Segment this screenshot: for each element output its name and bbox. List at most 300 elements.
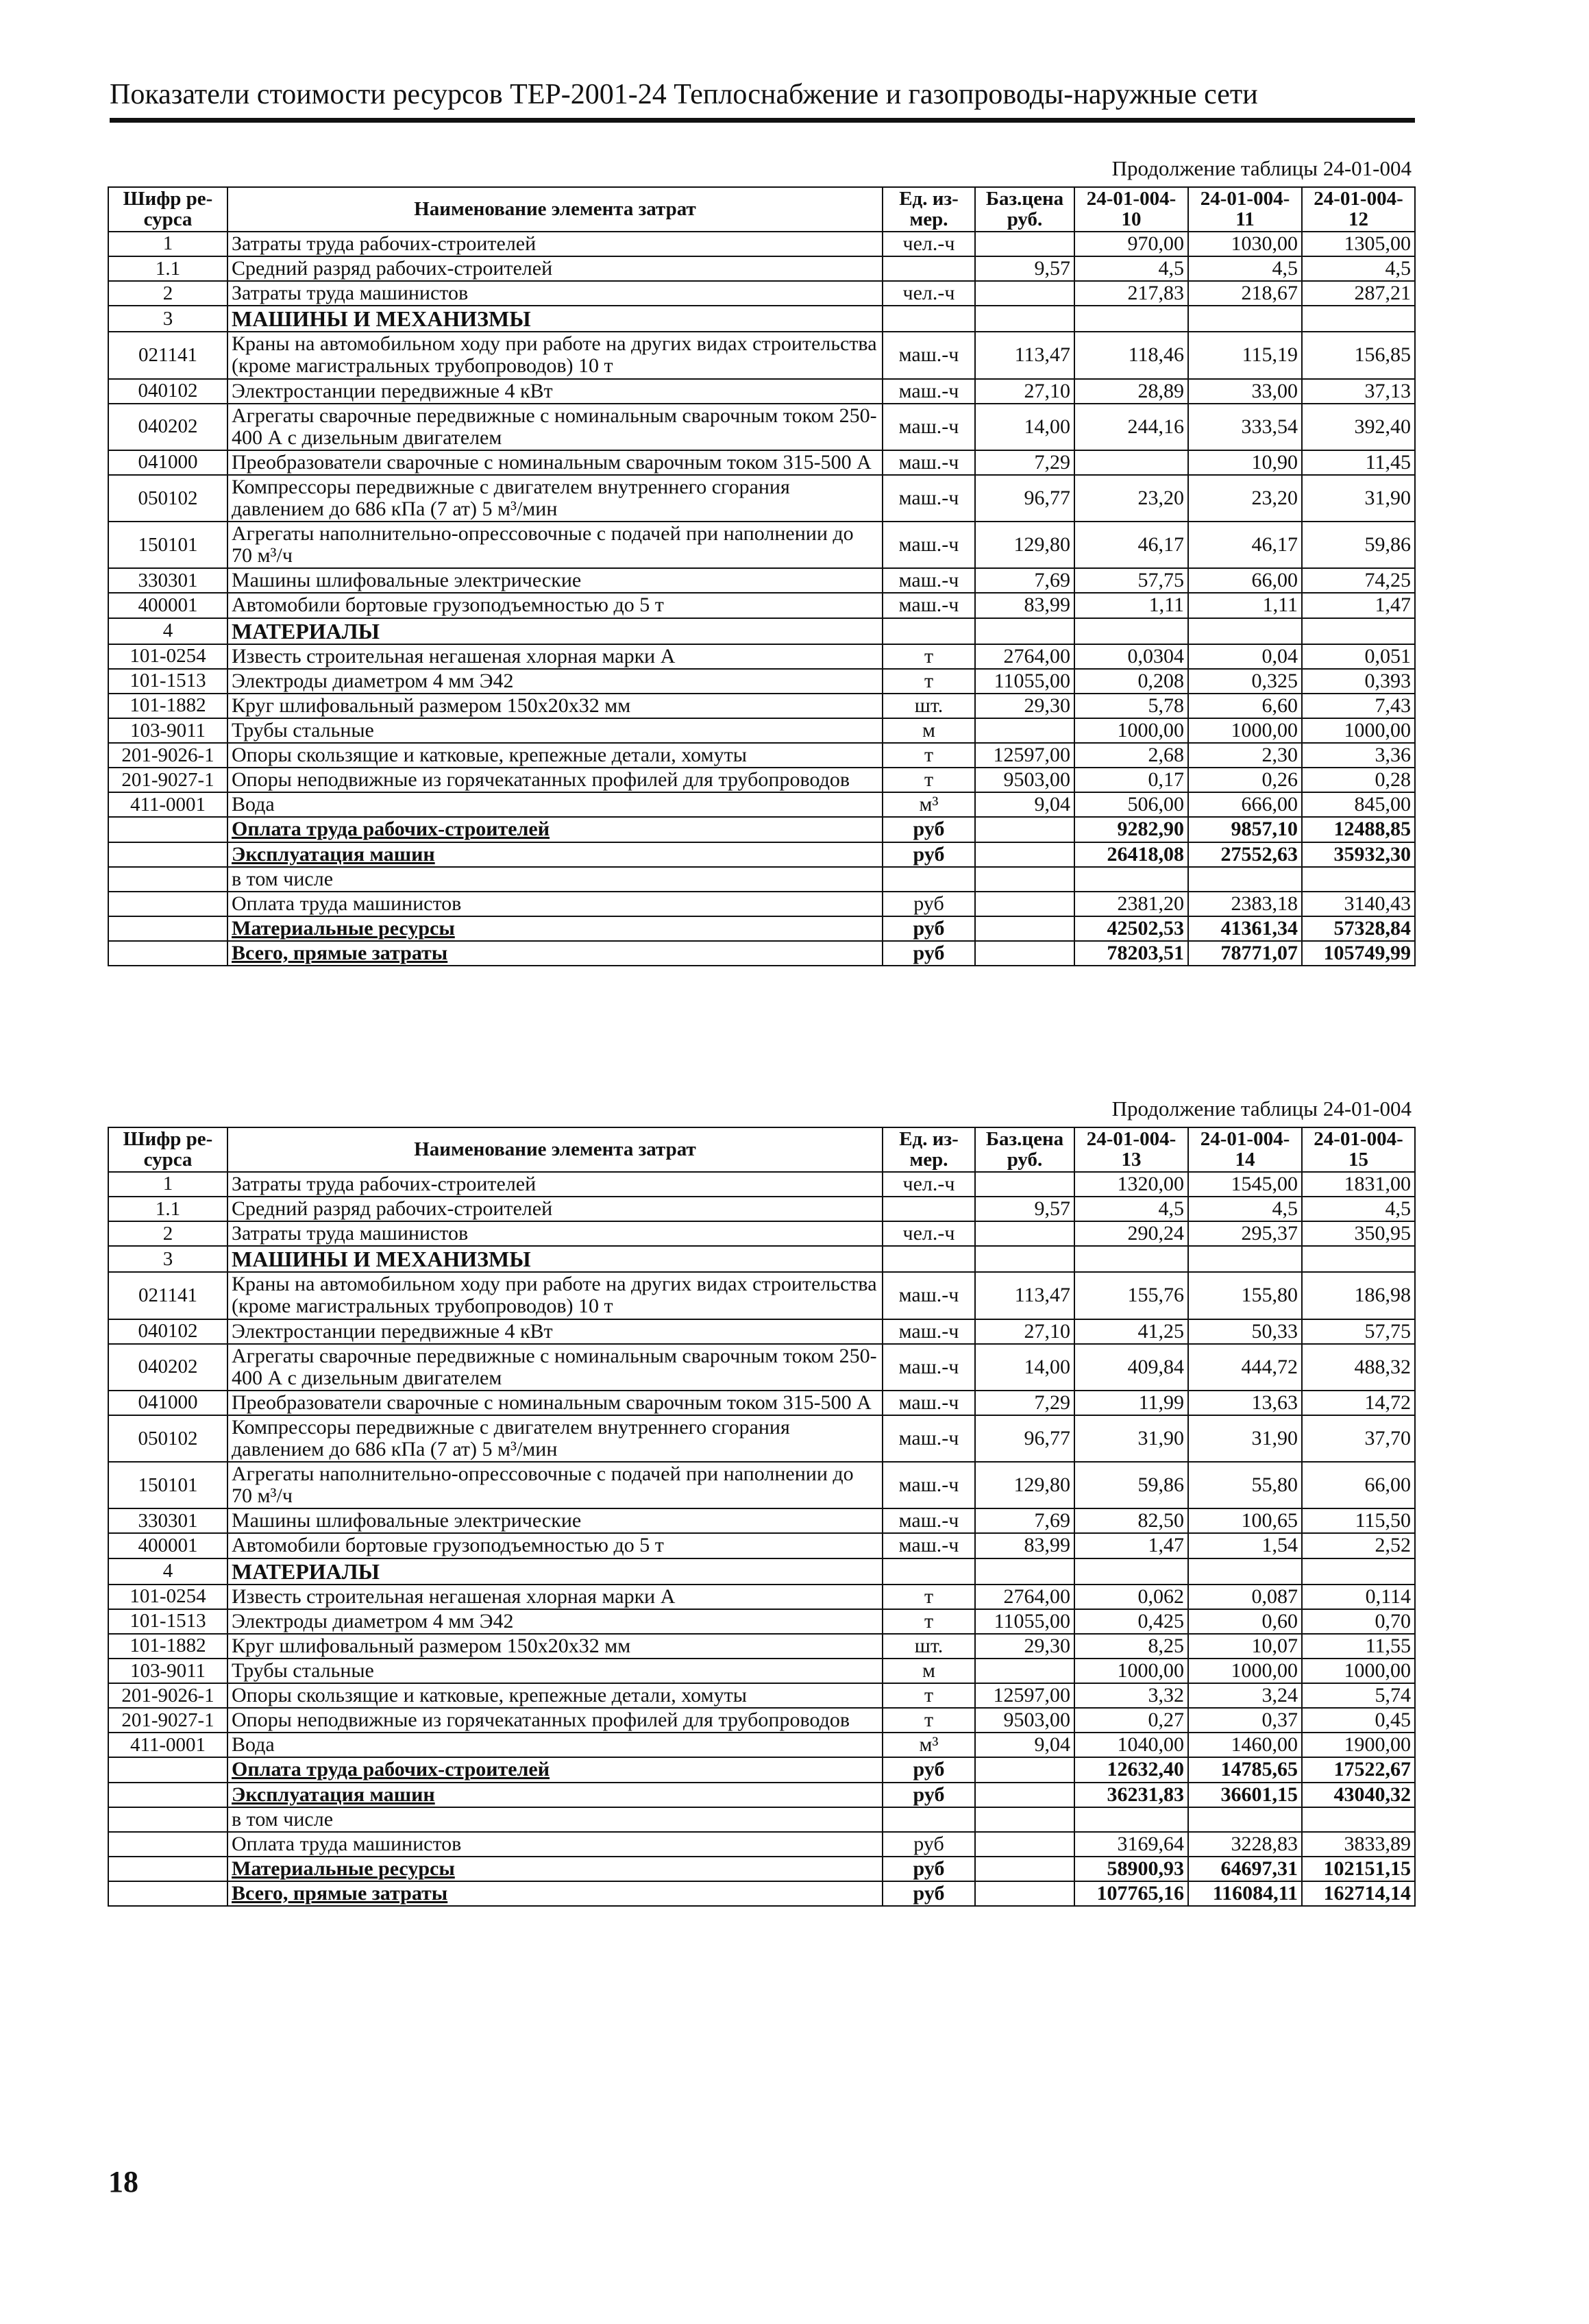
norm-value-3: 2,52 xyxy=(1302,1533,1415,1558)
base-price: 129,80 xyxy=(975,522,1074,568)
resource-name: Машины шлифовальные электрические xyxy=(227,568,883,593)
resource-code: 400001 xyxy=(108,1533,227,1558)
norm-value-2: 4,5 xyxy=(1188,1197,1302,1221)
table-row xyxy=(108,718,1415,743)
unit-of-measure xyxy=(883,618,975,644)
resource-name: Краны на автомобильном ходу при работе на других видах строительства (кроме магистральных трубопроводов) 10 т xyxy=(227,1272,883,1319)
resource-name: Оплата труда рабочих-строителей xyxy=(227,817,883,842)
base-price xyxy=(975,281,1074,306)
norm-value-1: 244,16 xyxy=(1074,404,1188,450)
resource-name: Агрегаты сварочные передвижные с номинальным сварочным током 250-400 А с дизельным двигателем xyxy=(227,404,883,450)
norm-value-2: 27552,63 xyxy=(1188,842,1302,867)
base-price: 7,29 xyxy=(975,1391,1074,1415)
unit-of-measure: шт. xyxy=(883,1634,975,1659)
resource-code: 040102 xyxy=(108,379,227,404)
norm-value-2 xyxy=(1188,306,1302,332)
resource-name: Краны на автомобильном ходу при работе на других видах строительства (кроме магистральных трубопроводов) 10 т xyxy=(227,332,883,378)
resource-code: 150101 xyxy=(108,522,227,568)
norm-value-2: 1545,00 xyxy=(1188,1172,1302,1197)
base-price xyxy=(975,1659,1074,1683)
base-price xyxy=(975,306,1074,332)
norm-value-2: 9857,10 xyxy=(1188,817,1302,842)
table-caption: Продолжение таблицы 24-01-004 xyxy=(1111,156,1412,180)
table-row xyxy=(108,1533,1415,1558)
base-price: 9,04 xyxy=(975,792,1074,817)
norm-value-1: 9282,90 xyxy=(1074,817,1188,842)
base-price: 9,57 xyxy=(975,256,1074,281)
norm-value-3: 31,90 xyxy=(1302,475,1415,522)
unit-of-measure: руб xyxy=(883,916,975,941)
table-row xyxy=(108,892,1415,916)
base-price xyxy=(975,1558,1074,1585)
norm-value-3 xyxy=(1302,306,1415,332)
base-price: 9,57 xyxy=(975,1197,1074,1221)
resource-name: МАШИНЫ И МЕХАНИЗМЫ xyxy=(227,1246,883,1272)
norm-value-1: 23,20 xyxy=(1074,475,1188,522)
resource-name: Всего, прямые затраты xyxy=(227,941,883,966)
resource-table xyxy=(108,1127,1416,1907)
norm-value-2: 33,00 xyxy=(1188,379,1302,404)
resource-table xyxy=(108,186,1416,966)
base-price: 27,10 xyxy=(975,1319,1074,1344)
table-row xyxy=(108,281,1415,306)
norm-value-3: 392,40 xyxy=(1302,404,1415,450)
norm-value-3: 115,50 xyxy=(1302,1508,1415,1533)
resource-code: 411-0001 xyxy=(108,792,227,817)
base-price: 2764,00 xyxy=(975,1585,1074,1609)
resource-name: Опоры неподвижные из горячекатанных профилей для трубопроводов xyxy=(227,768,883,792)
column-header-value-3: 24-01-004-15 xyxy=(1302,1127,1415,1172)
base-price xyxy=(975,1221,1074,1246)
norm-value-2: 116084,11 xyxy=(1188,1881,1302,1906)
norm-value-3: 43040,32 xyxy=(1302,1783,1415,1807)
norm-value-1 xyxy=(1074,867,1188,892)
resource-name: Затраты труда рабочих-строителей xyxy=(227,1172,883,1197)
norm-value-3: 0,114 xyxy=(1302,1585,1415,1609)
base-price: 14,00 xyxy=(975,1344,1074,1391)
resource-code xyxy=(108,1832,227,1857)
norm-value-3: 5,74 xyxy=(1302,1683,1415,1708)
base-price xyxy=(975,1246,1074,1272)
norm-value-1: 41,25 xyxy=(1074,1319,1188,1344)
norm-value-3: 102151,15 xyxy=(1302,1857,1415,1881)
table-row xyxy=(108,768,1415,792)
unit-of-measure: чел.-ч xyxy=(883,281,975,306)
norm-value-2: 100,65 xyxy=(1188,1508,1302,1533)
table-row xyxy=(108,1609,1415,1634)
unit-of-measure xyxy=(883,1197,975,1221)
resource-name: Электроды диаметром 4 мм Э42 xyxy=(227,1609,883,1634)
table-row xyxy=(108,568,1415,593)
norm-value-1: 217,83 xyxy=(1074,281,1188,306)
unit-of-measure: т xyxy=(883,1585,975,1609)
norm-value-3: 1305,00 xyxy=(1302,232,1415,256)
base-price: 113,47 xyxy=(975,332,1074,378)
base-price xyxy=(975,842,1074,867)
resource-name: Затраты труда рабочих-строителей xyxy=(227,232,883,256)
norm-value-2: 0,325 xyxy=(1188,669,1302,694)
table-row xyxy=(108,644,1415,669)
unit-of-measure: чел.-ч xyxy=(883,232,975,256)
norm-value-1: 2381,20 xyxy=(1074,892,1188,916)
base-price: 9,04 xyxy=(975,1733,1074,1757)
unit-of-measure xyxy=(883,867,975,892)
resource-name: Средний разряд рабочих-строителей xyxy=(227,1197,883,1221)
norm-value-1: 1,11 xyxy=(1074,593,1188,617)
unit-of-measure: руб xyxy=(883,817,975,842)
unit-of-measure: маш.-ч xyxy=(883,1272,975,1319)
base-price: 12597,00 xyxy=(975,743,1074,768)
norm-value-2: 155,80 xyxy=(1188,1272,1302,1319)
norm-value-1: 3,32 xyxy=(1074,1683,1188,1708)
norm-value-3: 0,28 xyxy=(1302,768,1415,792)
column-header-name: Наименование элемента затрат xyxy=(227,187,883,232)
resource-code: 201-9027-1 xyxy=(108,768,227,792)
norm-value-3: 1000,00 xyxy=(1302,718,1415,743)
resource-name: Компрессоры передвижные с двигателем внутреннего сгорания давлением до 686 кПа (7 ат) 5 м³/мин xyxy=(227,475,883,522)
unit-of-measure: м³ xyxy=(883,1733,975,1757)
resource-name: Средний разряд рабочих-строителей xyxy=(227,256,883,281)
resource-name: Эксплуатация машин xyxy=(227,842,883,867)
norm-value-2: 2,30 xyxy=(1188,743,1302,768)
norm-value-1: 0,17 xyxy=(1074,768,1188,792)
resource-code: 040102 xyxy=(108,1319,227,1344)
total-row xyxy=(108,916,1415,941)
table-row xyxy=(108,232,1415,256)
base-price: 9503,00 xyxy=(975,1708,1074,1733)
norm-value-3: 4,5 xyxy=(1302,256,1415,281)
norm-value-1: 1,47 xyxy=(1074,1533,1188,1558)
base-price: 27,10 xyxy=(975,379,1074,404)
resource-code xyxy=(108,817,227,842)
resource-code: 4 xyxy=(108,618,227,644)
unit-of-measure: маш.-ч xyxy=(883,1508,975,1533)
norm-value-2: 1460,00 xyxy=(1188,1733,1302,1757)
resource-name: Электростанции передвижные 4 кВт xyxy=(227,1319,883,1344)
norm-value-2: 4,5 xyxy=(1188,256,1302,281)
base-price: 11055,00 xyxy=(975,669,1074,694)
resource-name: Автомобили бортовые грузоподъемностью до 5 т xyxy=(227,593,883,617)
resource-name: Агрегаты сварочные передвижные с номинальным сварочным током 250-400 А с дизельным двигателем xyxy=(227,1344,883,1391)
table-row xyxy=(108,743,1415,768)
resource-code: 1.1 xyxy=(108,1197,227,1221)
resource-name: Автомобили бортовые грузоподъемностью до 5 т xyxy=(227,1533,883,1558)
norm-value-1: 970,00 xyxy=(1074,232,1188,256)
base-price: 83,99 xyxy=(975,593,1074,617)
base-price xyxy=(975,1857,1074,1881)
norm-value-3: 3140,43 xyxy=(1302,892,1415,916)
table-row xyxy=(108,1733,1415,1757)
table-row xyxy=(108,1708,1415,1733)
table-row xyxy=(108,256,1415,281)
norm-value-1: 506,00 xyxy=(1074,792,1188,817)
unit-of-measure xyxy=(883,1807,975,1832)
base-price xyxy=(975,618,1074,644)
norm-value-2: 1000,00 xyxy=(1188,718,1302,743)
norm-value-1: 36231,83 xyxy=(1074,1783,1188,1807)
norm-value-3: 0,45 xyxy=(1302,1708,1415,1733)
total-row xyxy=(108,1757,1415,1782)
base-price xyxy=(975,718,1074,743)
unit-of-measure: маш.-ч xyxy=(883,475,975,522)
resource-name: Материальные ресурсы xyxy=(227,916,883,941)
norm-value-1: 42502,53 xyxy=(1074,916,1188,941)
base-price: 14,00 xyxy=(975,404,1074,450)
norm-value-2: 1,54 xyxy=(1188,1533,1302,1558)
norm-value-3: 3,36 xyxy=(1302,743,1415,768)
resource-code xyxy=(108,867,227,892)
resource-code: 2 xyxy=(108,1221,227,1246)
table-row xyxy=(108,1508,1415,1533)
norm-value-3: 59,86 xyxy=(1302,522,1415,568)
norm-value-2: 444,72 xyxy=(1188,1344,1302,1391)
resource-code: 3 xyxy=(108,1246,227,1272)
norm-value-2: 78771,07 xyxy=(1188,941,1302,966)
norm-value-2: 295,37 xyxy=(1188,1221,1302,1246)
total-row xyxy=(108,941,1415,966)
resource-code: 4 xyxy=(108,1558,227,1585)
norm-value-1: 8,25 xyxy=(1074,1634,1188,1659)
unit-of-measure: т xyxy=(883,768,975,792)
base-price: 29,30 xyxy=(975,694,1074,718)
resource-name: Агрегаты наполнительно-опрессовочные с подачей при наполнении до 70 м³/ч xyxy=(227,1462,883,1508)
resource-name: Известь строительная негашеная хлорная марки А xyxy=(227,1585,883,1609)
norm-value-1: 26418,08 xyxy=(1074,842,1188,867)
unit-of-measure: руб xyxy=(883,1783,975,1807)
norm-value-1: 5,78 xyxy=(1074,694,1188,718)
table-header-row xyxy=(108,1127,1415,1172)
table-row xyxy=(108,1807,1415,1832)
table-row xyxy=(108,1172,1415,1197)
resource-name: Всего, прямые затраты xyxy=(227,1881,883,1906)
table-row xyxy=(108,332,1415,378)
base-price xyxy=(975,867,1074,892)
norm-value-3: 1900,00 xyxy=(1302,1733,1415,1757)
norm-value-2: 115,19 xyxy=(1188,332,1302,378)
table-row xyxy=(108,1221,1415,1246)
base-price xyxy=(975,1172,1074,1197)
norm-value-1: 118,46 xyxy=(1074,332,1188,378)
resource-name: в том числе xyxy=(227,867,883,892)
column-header-price: Баз.цена руб. xyxy=(975,187,1074,232)
unit-of-measure: чел.-ч xyxy=(883,1221,975,1246)
norm-value-2: 6,60 xyxy=(1188,694,1302,718)
resource-name: МАТЕРИАЛЫ xyxy=(227,618,883,644)
norm-value-1 xyxy=(1074,1246,1188,1272)
resource-name: Машины шлифовальные электрические xyxy=(227,1508,883,1533)
base-price: 113,47 xyxy=(975,1272,1074,1319)
resource-code: 201-9026-1 xyxy=(108,1683,227,1708)
table-row xyxy=(108,1585,1415,1609)
resource-name: Эксплуатация машин xyxy=(227,1783,883,1807)
norm-value-2: 666,00 xyxy=(1188,792,1302,817)
resource-code: 040202 xyxy=(108,1344,227,1391)
table-row xyxy=(108,867,1415,892)
resource-name: Круг шлифовальный размером 150х20х32 мм xyxy=(227,1634,883,1659)
resource-name: Опоры скользящие и катковые, крепежные детали, хомуты xyxy=(227,1683,883,1708)
norm-value-3: 4,5 xyxy=(1302,1197,1415,1221)
resource-code: 1.1 xyxy=(108,256,227,281)
column-header-value-1: 24-01-004-13 xyxy=(1074,1127,1188,1172)
unit-of-measure: шт. xyxy=(883,694,975,718)
norm-value-1: 82,50 xyxy=(1074,1508,1188,1533)
resource-code: 021141 xyxy=(108,332,227,378)
resource-code: 041000 xyxy=(108,450,227,475)
norm-value-3 xyxy=(1302,1807,1415,1832)
base-price: 2764,00 xyxy=(975,644,1074,669)
norm-value-1: 0,0304 xyxy=(1074,644,1188,669)
norm-value-2: 31,90 xyxy=(1188,1415,1302,1462)
norm-value-3: 7,43 xyxy=(1302,694,1415,718)
table-header-row xyxy=(108,187,1415,232)
unit-of-measure: руб xyxy=(883,1757,975,1782)
norm-value-1: 0,208 xyxy=(1074,669,1188,694)
norm-value-3: 1,47 xyxy=(1302,593,1415,617)
base-price: 12597,00 xyxy=(975,1683,1074,1708)
resource-code: 050102 xyxy=(108,475,227,522)
resource-code: 101-0254 xyxy=(108,1585,227,1609)
norm-value-1: 12632,40 xyxy=(1074,1757,1188,1782)
norm-value-3: 162714,14 xyxy=(1302,1881,1415,1906)
resource-code xyxy=(108,916,227,941)
column-header-value-2: 24-01-004-11 xyxy=(1188,187,1302,232)
resource-code: 201-9026-1 xyxy=(108,743,227,768)
unit-of-measure xyxy=(883,1558,975,1585)
norm-value-1: 31,90 xyxy=(1074,1415,1188,1462)
norm-value-3: 186,98 xyxy=(1302,1272,1415,1319)
table-row xyxy=(108,669,1415,694)
unit-of-measure: чел.-ч xyxy=(883,1172,975,1197)
norm-value-2: 0,60 xyxy=(1188,1609,1302,1634)
norm-value-3: 1000,00 xyxy=(1302,1659,1415,1683)
norm-value-3: 11,55 xyxy=(1302,1634,1415,1659)
norm-value-1: 58900,93 xyxy=(1074,1857,1188,1881)
norm-value-1: 46,17 xyxy=(1074,522,1188,568)
base-price xyxy=(975,1757,1074,1782)
norm-value-2: 3,24 xyxy=(1188,1683,1302,1708)
norm-value-1: 0,425 xyxy=(1074,1609,1188,1634)
unit-of-measure: м xyxy=(883,718,975,743)
unit-of-measure: т xyxy=(883,669,975,694)
resource-name: Оплата труда рабочих-строителей xyxy=(227,1757,883,1782)
norm-value-2 xyxy=(1188,867,1302,892)
norm-value-1: 0,062 xyxy=(1074,1585,1188,1609)
table-row xyxy=(108,1197,1415,1221)
unit-of-measure: маш.-ч xyxy=(883,1462,975,1508)
norm-value-3: 12488,85 xyxy=(1302,817,1415,842)
base-price: 96,77 xyxy=(975,475,1074,522)
norm-value-3: 17522,67 xyxy=(1302,1757,1415,1782)
norm-value-1: 1000,00 xyxy=(1074,1659,1188,1683)
norm-value-1: 59,86 xyxy=(1074,1462,1188,1508)
norm-value-1: 4,5 xyxy=(1074,1197,1188,1221)
resource-name: Компрессоры передвижные с двигателем внутреннего сгорания давлением до 686 кПа (7 ат) 5 м³/мин xyxy=(227,1415,883,1462)
resource-code xyxy=(108,1757,227,1782)
unit-of-measure: т xyxy=(883,1708,975,1733)
resource-code: 101-1882 xyxy=(108,694,227,718)
table-row xyxy=(108,1319,1415,1344)
norm-value-2: 0,26 xyxy=(1188,768,1302,792)
column-header-code: Шифр ре-сурса xyxy=(108,1127,227,1172)
base-price xyxy=(975,916,1074,941)
norm-value-3 xyxy=(1302,1558,1415,1585)
table-row xyxy=(108,1415,1415,1462)
norm-value-3 xyxy=(1302,867,1415,892)
norm-value-2: 10,90 xyxy=(1188,450,1302,475)
resource-code: 330301 xyxy=(108,1508,227,1533)
base-price xyxy=(975,892,1074,916)
unit-of-measure xyxy=(883,306,975,332)
base-price: 29,30 xyxy=(975,1634,1074,1659)
resource-code xyxy=(108,1807,227,1832)
base-price: 7,69 xyxy=(975,568,1074,593)
resource-code: 3 xyxy=(108,306,227,332)
norm-value-2 xyxy=(1188,1558,1302,1585)
total-row xyxy=(108,1783,1415,1807)
norm-value-2: 0,087 xyxy=(1188,1585,1302,1609)
resource-name: Вода xyxy=(227,1733,883,1757)
norm-value-2: 0,04 xyxy=(1188,644,1302,669)
norm-value-2 xyxy=(1188,1807,1302,1832)
resource-code xyxy=(108,1783,227,1807)
unit-of-measure: руб xyxy=(883,1857,975,1881)
column-header-price: Баз.цена руб. xyxy=(975,1127,1074,1172)
column-header-value-1: 24-01-004-10 xyxy=(1074,187,1188,232)
resource-name: Опоры неподвижные из горячекатанных профилей для трубопроводов xyxy=(227,1708,883,1733)
base-price xyxy=(975,817,1074,842)
unit-of-measure: т xyxy=(883,743,975,768)
norm-value-3: 14,72 xyxy=(1302,1391,1415,1415)
norm-value-3: 11,45 xyxy=(1302,450,1415,475)
resource-code: 103-9011 xyxy=(108,1659,227,1683)
norm-value-2: 23,20 xyxy=(1188,475,1302,522)
unit-of-measure: руб xyxy=(883,842,975,867)
norm-value-1 xyxy=(1074,306,1188,332)
base-price: 7,29 xyxy=(975,450,1074,475)
norm-value-2: 0,37 xyxy=(1188,1708,1302,1733)
norm-value-2: 1000,00 xyxy=(1188,1659,1302,1683)
resource-code xyxy=(108,842,227,867)
norm-value-2: 218,67 xyxy=(1188,281,1302,306)
unit-of-measure: м xyxy=(883,1659,975,1683)
norm-value-3: 350,95 xyxy=(1302,1221,1415,1246)
norm-value-1: 1320,00 xyxy=(1074,1172,1188,1197)
column-header-name: Наименование элемента затрат xyxy=(227,1127,883,1172)
resource-name: Оплата труда машинистов xyxy=(227,892,883,916)
column-header-value-3: 24-01-004-12 xyxy=(1302,187,1415,232)
resource-code: 201-9027-1 xyxy=(108,1708,227,1733)
total-row xyxy=(108,1881,1415,1906)
norm-value-1: 3169,64 xyxy=(1074,1832,1188,1857)
resource-name: Затраты труда машинистов xyxy=(227,1221,883,1246)
norm-value-2: 36601,15 xyxy=(1188,1783,1302,1807)
resource-name: Известь строительная негашеная хлорная марки А xyxy=(227,644,883,669)
resource-name: Электроды диаметром 4 мм Э42 xyxy=(227,669,883,694)
norm-value-2: 333,54 xyxy=(1188,404,1302,450)
unit-of-measure: маш.-ч xyxy=(883,1391,975,1415)
norm-value-1 xyxy=(1074,1807,1188,1832)
base-price: 9503,00 xyxy=(975,768,1074,792)
resource-code xyxy=(108,1857,227,1881)
section-row xyxy=(108,306,1415,332)
norm-value-1: 4,5 xyxy=(1074,256,1188,281)
resource-code: 101-1882 xyxy=(108,1634,227,1659)
norm-value-3: 845,00 xyxy=(1302,792,1415,817)
norm-value-3: 156,85 xyxy=(1302,332,1415,378)
norm-value-1 xyxy=(1074,1558,1188,1585)
unit-of-measure: маш.-ч xyxy=(883,1533,975,1558)
table-row xyxy=(108,1832,1415,1857)
